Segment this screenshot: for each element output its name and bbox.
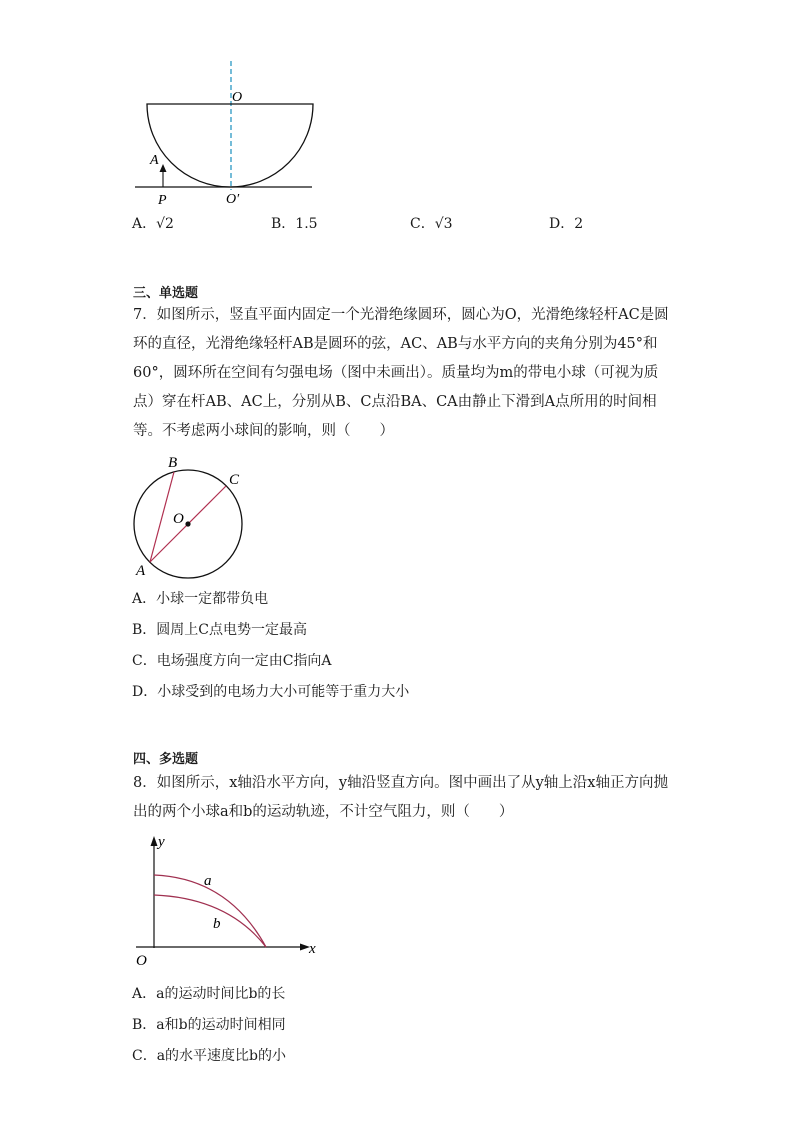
q7-option-b: B．圆周上C点电势一定最高 bbox=[132, 622, 307, 638]
q7-stem: 7．如图所示，竖直平面内固定一个光滑绝缘圆环，圆心为O，光滑绝缘轻杆AC是圆环的直径，光滑绝缘轻杆AB是圆环的弦，AC、AB与水平方向的夹角分别为45°和60°，圆环所在空间有匀强电场（图中未画出）。质量均为m的带电小球（可视为质点）穿在杆AB、AC上，分别从B、C点沿BA、CA由静止下滑到A点所用的时间相等。不考虑两小球间的影响，则（ ） bbox=[133, 307, 669, 439]
label-O: O bbox=[136, 953, 147, 969]
q6-option-a-value: √2 bbox=[156, 216, 174, 232]
q6-option-a: A．√2 bbox=[132, 216, 174, 232]
bowl-outline bbox=[147, 104, 313, 187]
label-b: b bbox=[213, 916, 221, 932]
q8-stem: 8．如图所示，x轴沿水平方向，y轴沿竖直方向。图中画出了从y轴上沿x轴正方向抛出的两个小球a和b的运动轨迹，不计空气阻力，则（ ） bbox=[133, 775, 668, 820]
label-O: O bbox=[232, 90, 243, 105]
q6-option-b-value: 1.5 bbox=[295, 216, 318, 232]
arrow-head-up bbox=[160, 164, 167, 172]
q6-bowl-figure bbox=[120, 55, 340, 215]
q6-option-c: C．√3 bbox=[410, 216, 453, 232]
center-dot bbox=[185, 521, 190, 526]
label-A: A bbox=[136, 563, 146, 579]
label-a: a bbox=[204, 873, 212, 889]
label-P: P bbox=[158, 193, 167, 208]
label-C: C bbox=[229, 472, 240, 488]
q7-circle-figure bbox=[128, 450, 258, 582]
q6-option-c-value: √3 bbox=[434, 216, 453, 232]
q8-trajectory-figure bbox=[128, 828, 328, 973]
y-axis-arrow bbox=[151, 836, 158, 846]
q8-option-c: C．a的水平速度比b的小 bbox=[132, 1048, 287, 1064]
q8-option-b: B．a和b的运动时间相同 bbox=[132, 1017, 286, 1033]
q6-option-b: B．1.5 bbox=[271, 216, 318, 232]
q7-option-a: A．小球一定都带负电 bbox=[132, 591, 269, 607]
q7-option-d: D．小球受到的电场力大小可能等于重力大小 bbox=[132, 684, 410, 700]
q6-option-d: D．2 bbox=[549, 216, 584, 232]
q8-option-a: A．a的运动时间比b的长 bbox=[132, 986, 286, 1002]
q7-option-c: C．电场强度方向一定由C指向A bbox=[132, 653, 332, 669]
label-O: O bbox=[173, 511, 184, 527]
section-4-title: 四、多选题 bbox=[133, 752, 199, 767]
q6-option-d-value: 2 bbox=[574, 216, 584, 232]
chord-AB bbox=[150, 472, 174, 562]
label-A: A bbox=[150, 153, 159, 168]
section-3-title: 三、单选题 bbox=[133, 286, 199, 301]
label-x: x bbox=[309, 941, 316, 957]
label-O-prime: O′ bbox=[226, 192, 240, 207]
label-y: y bbox=[158, 834, 165, 850]
label-B: B bbox=[168, 455, 178, 471]
